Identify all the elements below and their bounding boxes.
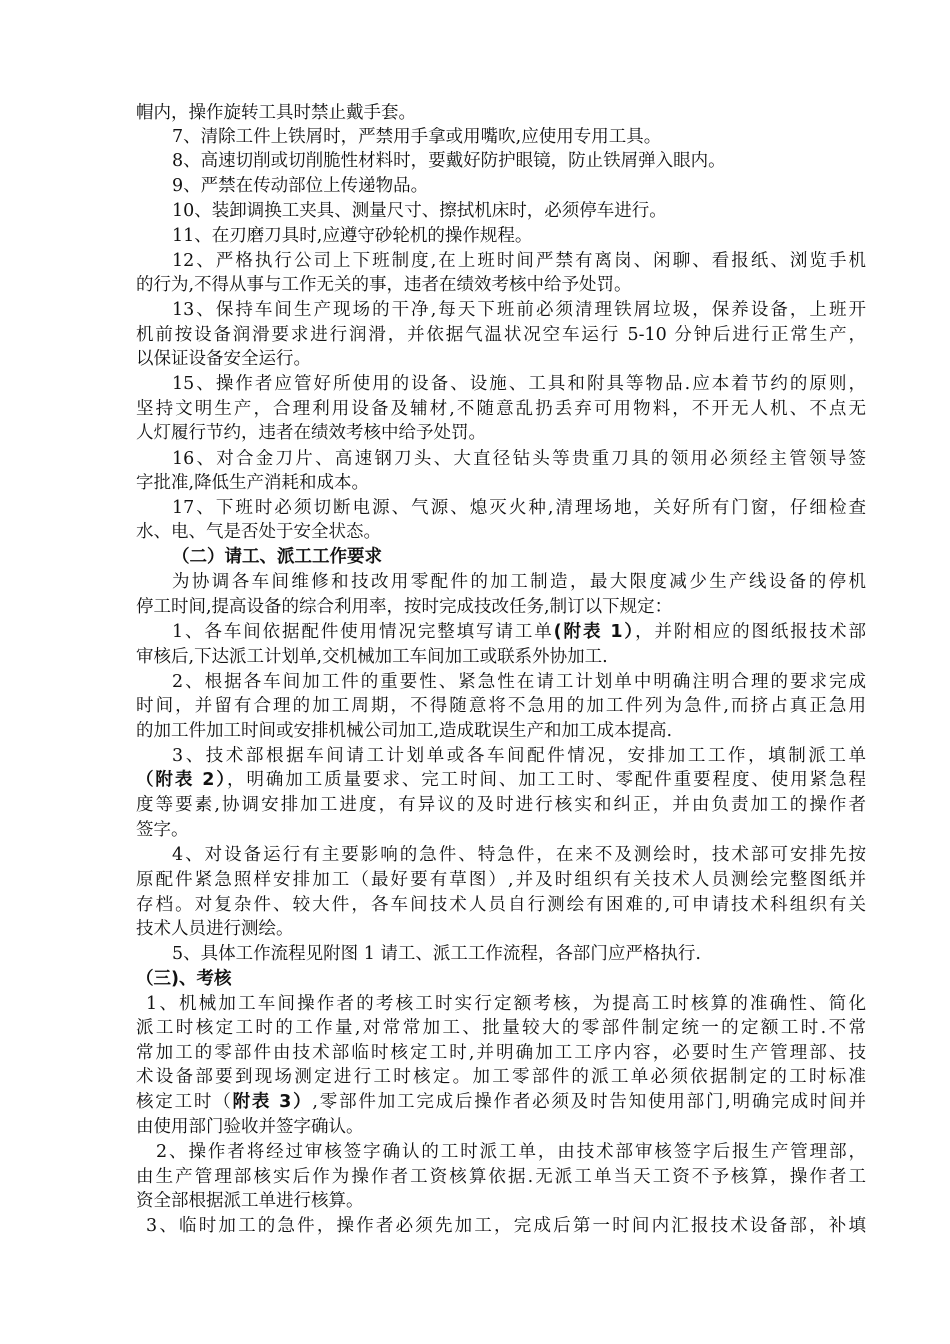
section-heading-3: （三)、考核 [136,969,232,989]
req-4-line-4: 技术人员进行测绘。 [136,919,294,939]
assess-1-text-tail: ,零部件加工完成后操作者必须及时告知使用部门,明确完成时间并 [312,1092,867,1112]
req-3-line-2 [136,769,866,791]
rule-17-line-2: 水、电、气是否处于安全状态。 [136,522,381,542]
rule-8: 8、高速切削或切削脆性材料时，要戴好防护眼镜，防止铁屑弹入眼内。 [172,151,726,171]
assess-1-line-5 [136,1091,866,1113]
req-3-line-1: 3、技术部根据车间请工计划单或各车间配件情况，安排加工工作，填制派工单 [172,746,866,766]
req-4-line-1: 4、对设备运行有主要影响的急件、特急件，在来不及测绘时，技术部可安排先按 [172,845,866,865]
assess-3-line-1: 3、临时加工的急件，操作者必须先加工，完成后第一时间内汇报技术设备部，补填 [146,1216,866,1236]
req-5: 5、具体工作流程见附图 1 请工、派工工作流程，各部门应严格执行. [172,944,701,964]
req-4-line-3: 存档。对复杂件、较大件，各车间技术人员自行测绘有困难的,可申请技术科组织有关 [136,895,866,915]
rule-11: 11、在刃磨刀具时,应遵守砂轮机的操作规程。 [172,226,533,246]
req-1-text-tail: ，并附相应的图纸报技术部 [635,622,866,642]
assess-1-line-1: 1、机械加工车间操作者的考核工时实行定额考核，为提高工时核算的准确性、简化 [146,994,866,1014]
appendix-2-ref: （附表 2） [136,770,228,790]
appendix-3-ref: 附表 3） [232,1092,313,1112]
req-3-text: ，明确加工质量要求、完工时间、加工工时、零配件重要程度、使用紧急程 [227,770,866,790]
paragraph-line: 帽内，操作旋转工具时禁止戴手套。 [136,103,416,123]
rule-13-line-3: 以保证设备安全运行。 [136,349,311,369]
section-heading-2: （二）请工、派工工作要求 [172,547,382,567]
rule-15-line-2: 坚持文明生产，合理利用设备及辅材,不随意乱扔丢弃可用物料，不开无人机、不点无 [136,399,866,419]
rule-16-line-1: 16、对合金刀片、高速钢刀头、大直径钻头等贵重刀具的领用必须经主管领导签 [172,449,866,469]
rule-12-line-2: 的行为,不得从事与工作无关的事，违者在绩效考核中给予处罚。 [136,275,632,295]
assess-1-line-6: 由使用部门验收并签字确认。 [136,1117,364,1137]
rule-13-line-2: 机前按设备润滑要求进行润滑，并依据气温状况空车运行 5-10 分钟后进行正常生产， [136,325,866,345]
req-3-line-3: 度等要素,协调安排加工进度，有异议的及时进行核实和纠正，并由负责加工的操作者 [136,795,866,815]
req-1-line-2: 审核后,下达派工计划单,交机械加工车间加工或联系外协加工. [136,647,608,667]
req-3-line-4: 签字。 [136,820,189,840]
rule-15-line-1: 15、操作者应管好所使用的设备、设施、工具和附具等物品.应本着节约的原则， [172,374,866,394]
rule-9: 9、严禁在传动部位上传递物品。 [172,176,429,196]
rule-10: 10、装卸调换工夹具、测量尺寸、擦拭机床时，必须停车进行。 [172,201,667,221]
assess-2-line-1: 2、操作者将经过审核签字确认的工时派工单，由技术部审核签字后报生产管理部， [156,1142,866,1162]
rule-15-line-3: 人灯履行节约，违者在绩效考核中给予处罚。 [136,423,486,443]
appendix-1-ref: (附表 1） [553,622,636,642]
assess-1-text: 核定工时（ [136,1092,233,1112]
assess-1-line-2: 派工时核定工时的工作量,对常常加工、批量较大的零部件制定统一的定额工时.不常 [136,1018,866,1038]
req-2-line-2: 时间，并留有合理的加工周期，不得随意将不急用的加工件列为急件,而挤占真正急用 [136,696,866,716]
rule-17-line-1: 17、下班时必须切断电源、气源、熄灭火种,清理场地，关好所有门窗，仔细检查 [172,498,866,518]
rule-13-line-1: 13、保持车间生产现场的干净,每天下班前必须清理铁屑垃圾，保养设备，上班开 [172,300,866,320]
req-1-text: 1、各车间依据配件使用情况完整填写请工单 [172,622,554,642]
req-1-line-1 [172,621,866,643]
intro-line-1: 为协调各车间维修和技改用零配件的加工制造，最大限度减少生产线设备的停机 [172,572,866,592]
assess-1-line-3: 常加工的零部件由技术部临时核定工时,并明确加工工序内容，必要时生产管理部、技 [136,1043,866,1063]
req-2-line-3: 的加工件加工时间或安排机械公司加工,造成耽误生产和加工成本提高. [136,721,673,741]
rule-7: 7、清除工件上铁屑时，严禁用手拿或用嘴吹,应使用专用工具。 [172,127,662,147]
rule-12-line-1: 12、严格执行公司上下班制度,在上班时间严禁有离岗、闲聊、看报纸、浏览手机 [172,251,866,271]
rule-16-line-2: 字批准,降低生产消耗和成本。 [136,473,370,493]
intro-line-2: 停工时间,提高设备的综合利用率，按时完成技改任务,制订以下规定： [136,597,673,617]
assess-2-line-2: 由生产管理部核实后作为操作者工资核算依据.无派工单当天工资不予核算，操作者工 [136,1167,866,1187]
assess-1-line-4: 术设备部要到现场测定进行工时核定。加工零部件的派工单必须依据制定的工时标准 [136,1067,866,1087]
assess-2-line-3: 资全部根据派工单进行核算。 [136,1191,364,1211]
req-2-line-1: 2、根据各车间加工件的重要性、紧急性在请工计划单中明确注明合理的要求完成 [172,672,866,692]
req-4-line-2: 原配件紧急照样安排加工（最好要有草图）,并及时组织有关技术人员测绘完整图纸并 [136,870,866,890]
